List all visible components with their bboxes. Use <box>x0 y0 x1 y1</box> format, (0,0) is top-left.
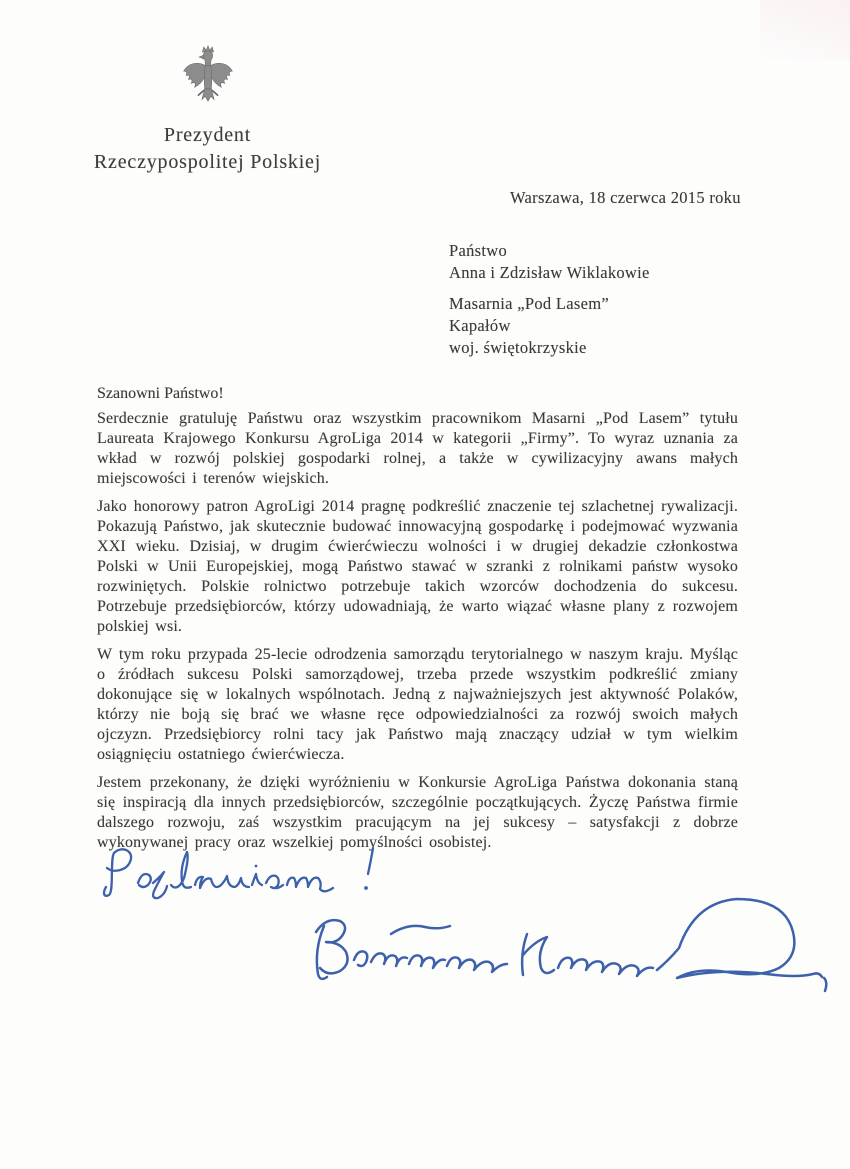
recipient-line: woj. świętokrzyskie <box>449 338 587 357</box>
letterhead-title-line1: Prezydent <box>163 124 252 146</box>
paragraph-3: W tym roku przypada 25-lecie odrodzenia samorządu terytorialnego w naszym kraju. Myśląc o źródłach sukcesu Polski samorządowej, trzeba przede wszystkim podkreślić zmiany dokonujące się w lokalnych wspólnotach. Jedną z najważniejszych jest aktywność Polaków, którzy nie boją się brać we własne ręce odpowiedzialności za rozwój swoich małych ojczyzn. Przedsiębiorcy rolni tacy jak Państwo mają znaczący udział w tym wielkim osiągnięciu ostatniego ćwierćwiecza. <box>97 646 738 763</box>
recipient-line: Państwo <box>449 241 508 260</box>
recipient-line: Kapałów <box>449 316 511 335</box>
recipient-line: Masarnia „Pod Lasem” <box>449 294 609 313</box>
letterhead-title-line2: Rzeczypospolitej Polskiej <box>93 151 322 173</box>
dateline: Warszawa, 18 czerwca 2015 roku <box>510 188 741 207</box>
scan-artifact <box>760 0 850 60</box>
paragraph-4: Jestem przekonany, że dzięki wyróżnieniu w Konkursie AgroLiga Państwa dokonania staną się inspiracją dla innych przedsiębiorców, szczególnie początkujących. Życzę Państwa firmie dalszego rozwoju, zaś wszystkim pracującym na jej sukcesy – satysfakcji z dobrze wykonywanej pracy oraz wszelkiej pomyślności osobistej. <box>97 774 738 851</box>
letterhead <box>85 44 330 176</box>
polish-eagle-emblem-icon <box>180 44 236 116</box>
paragraph-2: Jako honorowy patron AgroLigi 2014 pragnę podkreślić znaczenie tej szlachetnej rywalizacji. Pokazują Państwo, jak skutecznie budować innowacyjną gospodarkę i podejmować wyzwania XXI wieku. Dzisiaj, w drugim ćwierćwieczu wolności i w drugiej dekadzie członkostwa Polski w Unii Europejskiej, mogą Państwo stawać w szranki z rolnikami państw wysoko rozwiniętych. Polskie rolnictwo potrzebuje takich wzorców dochodzenia do sukcesu. Potrzebuje przedsiębiorców, którzy udowadniają, że warto wiązać własne plany z rozwojem polskiej wsi. <box>97 498 738 635</box>
recipient-block <box>449 240 650 359</box>
letter-body <box>97 384 738 861</box>
paragraph-1: Serdecznie gratuluję Państwu oraz wszystkim pracownikom Masarni „Pod Lasem” tytułu Laureata Krajowego Konkursu AgroLiga 2014 w kategorii „Firmy”. To wyraz uznania za wkład w rozwój polskiej gospodarki rolnej, a także w cywilizacyjny awans małych miejscowości i terenów wiejskich. <box>97 410 738 487</box>
salutation: Szanowni Państwo! <box>97 385 224 402</box>
recipient-line: Anna i Zdzisław Wiklakowie <box>449 263 650 282</box>
signature <box>296 890 834 1015</box>
